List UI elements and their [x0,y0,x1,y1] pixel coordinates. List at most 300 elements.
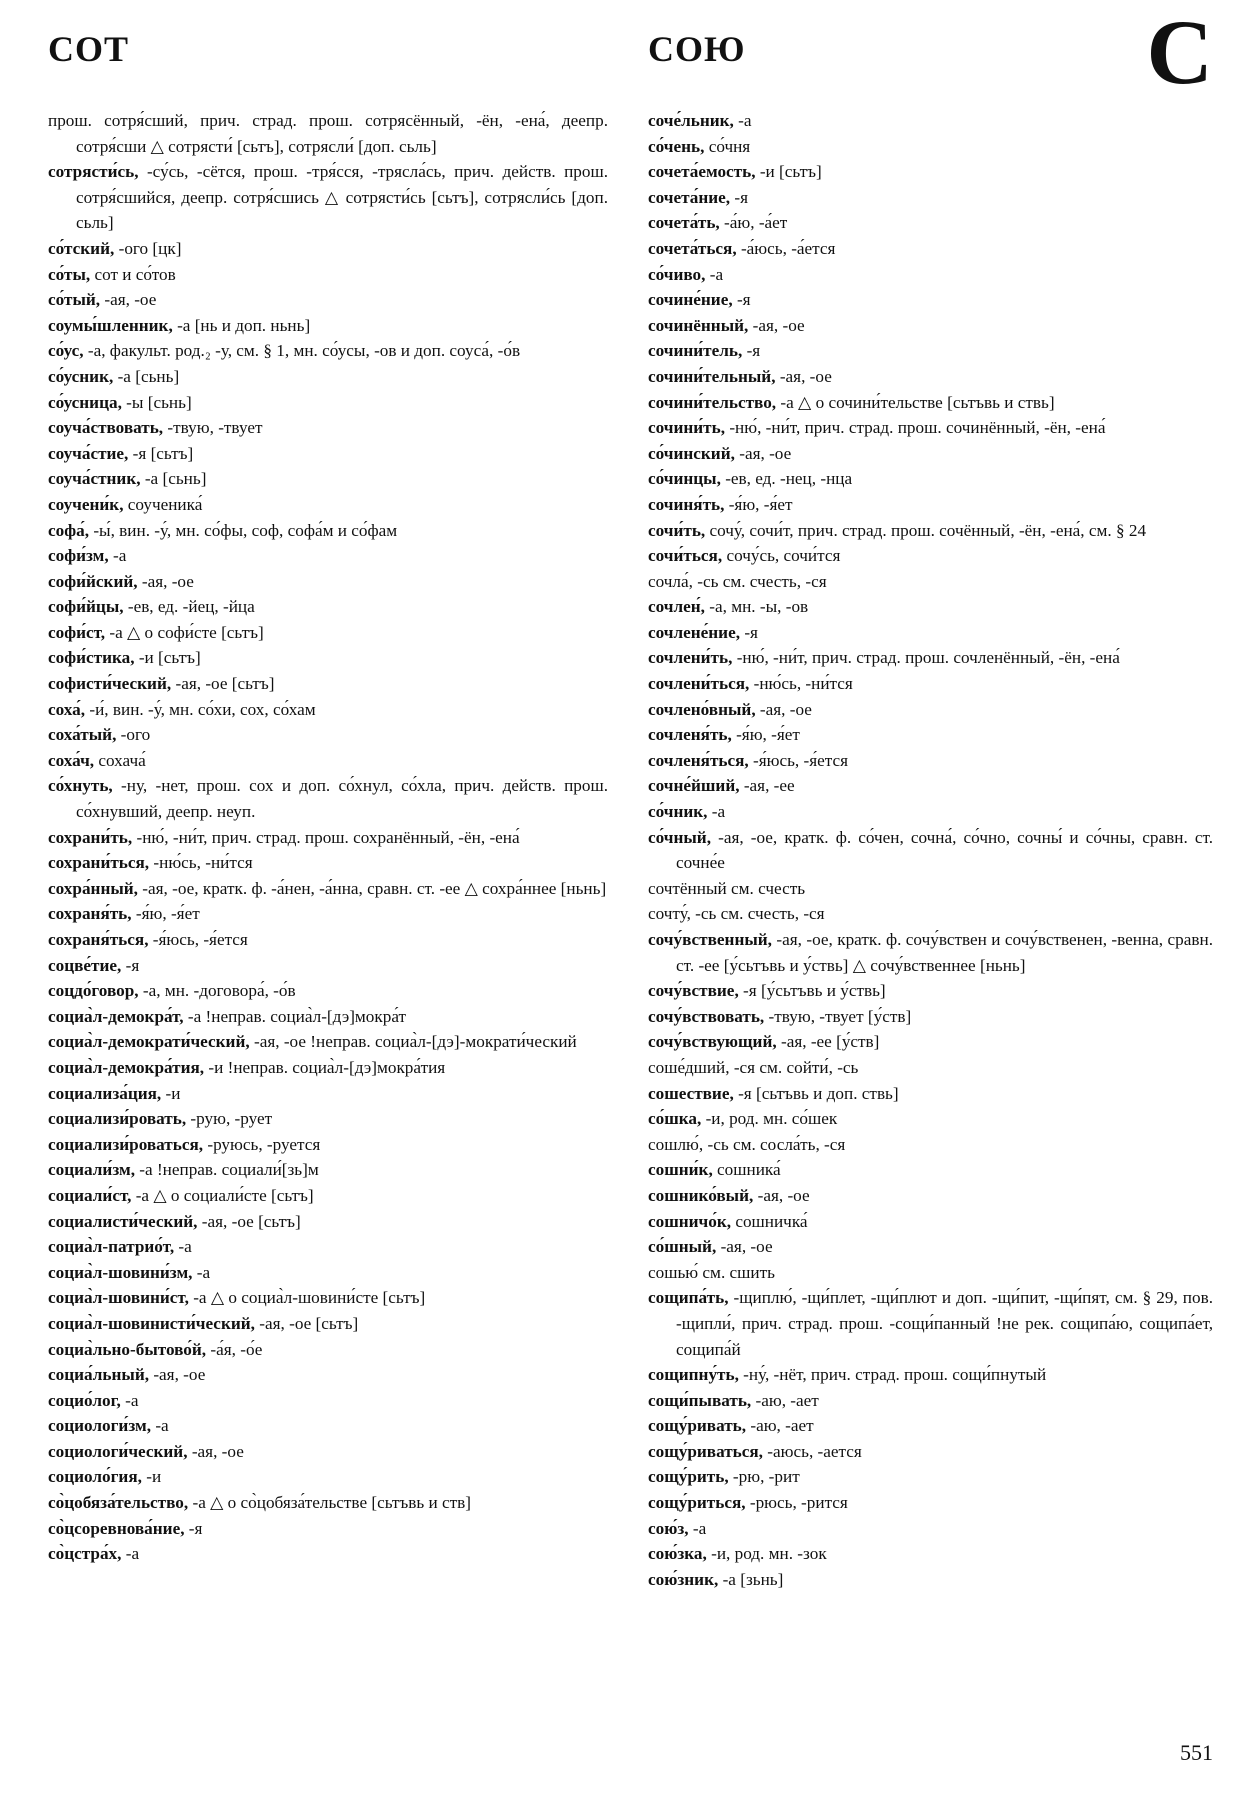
dictionary-entry [648,185,1213,211]
dictionary-entry [648,441,1213,467]
dictionary-entry [48,1209,608,1235]
entry-text: -а △ о социа̀л-шовини́сте [сьтъ] [188,1288,426,1308]
entry-text: -я [сьтъ] [128,443,194,463]
dictionary-entry [48,620,608,646]
dictionary-entry [48,748,608,774]
dictionary-entry [48,1541,608,1567]
entry-text: -твую, -твует [163,418,263,438]
entry-text: -а, мн. -ы, -ов [704,597,809,617]
dictionary-entry [48,1106,608,1132]
dictionary-entry [648,1516,1213,1542]
entry-text: -ню́, -ни́т, прич. страд. прош. сочинённый, -ён, -ена́ [725,418,1106,438]
entry-text: -а !неправ. социа̀л-[дэ]мокра́т [183,1006,407,1026]
dictionary-entry [48,1439,608,1465]
dictionary-entry [648,927,1213,978]
entry-text: -ну́, -нёт, прич. страд. прош. сощи́пнутый [738,1365,1047,1385]
entry-text: -ая, -ое [149,1365,206,1385]
entry-text: -ну, -нет, прош. сох и доп. со́хнул, со́хла, прич. действ. прош. со́хнувший, деепр. неуп. [76,776,608,822]
dictionary-entry [648,108,1213,134]
entry-text: -ая, -ое, кратк. ф. сочу́вствен и сочу́вственен, -венна, сравн. ст. -ее [у́сьтъвь и у́ствь] △ сочу́вственнее [ньнь] [676,930,1213,975]
dictionary-entry [48,1516,608,1542]
dictionary-entry [48,927,608,953]
entry-text: -и [141,1467,162,1487]
entry-text: -ая, -ее [у́ств] [776,1032,880,1052]
headword: социа̀л-патрио́т, [48,1237,175,1257]
headword: социа̀л-шовини́зм, [48,1262,193,1282]
headword: сощу́риться, [648,1493,746,1513]
entry-text: -а [705,264,724,284]
dictionary-entry [648,799,1213,825]
dictionary-entry [48,978,608,1004]
headword: сочета́ние, [648,187,731,207]
dictionary-entry [648,1209,1213,1235]
entry-text: -я [740,622,758,642]
headword: соха́тый, [48,725,117,745]
entry-text: сочла́, -сь см. счесть, -ся [648,571,827,591]
entry-text: сошью́ см. сшить [648,1262,775,1282]
entry-text: -а [сьнь] [113,366,180,386]
dictionary-entry [48,313,608,339]
dictionary-entry [648,1157,1213,1183]
entry-text: -рюсь, -рится [745,1493,848,1513]
entry-text: -ая, -ое, кратк. ф. со́чен, сочна́, со́чно, сочны́ и со́чны, сравн. ст. сочне́е [676,827,1213,873]
headword: социо́лог, [48,1390,121,1410]
headword: сощу́рить, [648,1467,729,1487]
dictionary-entry [648,210,1213,236]
entry-text: -твую, -твует [у́ств] [764,1006,912,1026]
dictionary-entry [48,1055,608,1081]
dictionary-entry [48,773,608,824]
headword: сочи́ться, [648,546,723,566]
headword: соумы́шленник, [48,315,173,335]
headword: со́чиво, [648,264,706,284]
headword: сою́зник, [648,1569,719,1589]
entry-text: -ая, -ое [716,1237,773,1257]
entry-text: -и !неправ. социа̀л-[дэ]мокра́тия [204,1057,446,1077]
entry-text: -я́ю, -я́ет [131,904,200,924]
dictionary-entry [648,1106,1213,1132]
headword: сочинённый, [648,315,749,335]
dictionary-entry [48,1285,608,1311]
headword: софа́, [48,520,90,540]
dictionary-entry [648,159,1213,185]
dictionary-entry [48,671,608,697]
dictionary-entry [48,953,608,979]
entry-text: -ая, -ое [сьтъ] [171,674,275,694]
entry-text: -рю, -рит [728,1467,800,1487]
running-head-right: СОЮ [648,29,746,69]
dictionary-entry [48,1413,608,1439]
dictionary-entry [48,364,608,390]
entry-text: -а [151,1416,169,1436]
dictionary-entry [648,262,1213,288]
right-column [648,108,1213,1592]
entry-text: -я [сьтъвь и доп. ствь] [733,1083,899,1103]
dictionary-entry [648,1055,1213,1081]
headword: социалисти́ческий, [48,1211,198,1231]
entry-text: -ая, -ее [739,776,795,796]
dictionary-entry [48,1260,608,1286]
headword: сощипа́ть, [648,1288,729,1308]
headword: сошнико́вый, [648,1185,754,1205]
entry-text: сочу́сь, сочи́тся [722,546,841,566]
headword: со́шка, [648,1109,702,1129]
headword: сохраня́ться, [48,930,149,949]
entry-text: -ая, -ое [сьтъ] [197,1211,301,1231]
dictionary-entry [48,1183,608,1209]
headword: со́ус, [48,341,84,361]
headword: соуча́ствовать, [48,418,164,438]
entry-text: -ая, -ое [748,315,805,335]
headword: софи́йский, [48,571,138,591]
dictionary-entry [648,338,1213,364]
dictionary-entry [648,569,1213,595]
dictionary-entry [648,415,1213,441]
entry-text: -а [120,1390,139,1410]
headword: со́чный, [648,827,711,847]
dictionary-entry [48,236,608,262]
headword: софи́йцы, [48,597,124,617]
headword: сочлени́ть, [648,648,733,668]
headword: сохрани́ться, [48,853,150,873]
entry-text: -и, род. мн. со́шек [701,1109,838,1129]
dictionary-entry [648,236,1213,262]
entry-text: -а [733,111,752,130]
section-letter: С [1146,1,1213,103]
dictionary-entry [48,1311,608,1337]
entry-text: -и [сьтъ] [134,648,201,668]
headword: сохраня́ть, [48,904,132,924]
headword: сочета́ться, [648,238,737,258]
headword: сочленя́ть, [648,725,732,745]
headword: сочленя́ться, [648,750,749,770]
dictionary-entry [48,1157,608,1183]
entry-text: -а [сьнь] [140,469,207,489]
headword: сочета́ть, [648,213,720,233]
entry-text: -а́я, -о́е [206,1339,263,1359]
dictionary-entry [48,594,608,620]
entry-text: -ню́, -ни́т, прич. страд. прош. сочленённый, -ён, -ена́ [732,648,1120,668]
entry-text: -я [730,187,749,207]
dictionary-entry [48,441,608,467]
entry-text: -ню́, -ни́т, прич. страд. прош. сохранённый, -ён, -ена́ [132,827,520,847]
entry-text: -а △ о софи́сте [сьтъ] [105,622,264,642]
entry-text: сошлю́, -сь см. сосла́ть, -ся [648,1134,846,1154]
headword: социологи́зм, [48,1416,152,1436]
headword: социали́ст, [48,1185,132,1205]
entry-text: -рую, -рует [186,1109,273,1129]
entry-text: -а [174,1237,192,1257]
headword: сочлен́, [648,597,705,617]
left-column [48,108,608,1567]
dictionary-entry [648,1132,1213,1158]
dictionary-entry [648,1439,1213,1465]
dictionary-entry [48,1081,608,1107]
headword: соучени́к, [48,494,124,514]
dictionary-entry [48,159,608,236]
dictionary-entry [48,1132,608,1158]
headword: сощу́риваться, [648,1441,763,1461]
entry-text: соше́дший, -ся см. сойти́, -сь [648,1057,859,1077]
headword: софи́ст, [48,622,106,642]
headword: софисти́ческий, [48,674,172,694]
headword: сочлене́ние, [648,622,741,642]
dictionary-entry [648,1081,1213,1107]
headword: сою́зка, [648,1544,707,1564]
entry-text: -а, мн. -договора́, -о́в [138,981,296,1001]
headword: сочне́йший, [648,776,740,796]
dictionary-entry [48,1490,608,1516]
page-number: 551 [1180,1740,1213,1765]
dictionary-entry [48,850,608,876]
entry-text: -ая, -ое [100,290,157,310]
headword: соха́, [48,699,86,719]
dictionary-entry [648,1490,1213,1516]
entry-text: -аюсь, -ается [762,1441,862,1461]
dictionary-entry [648,313,1213,339]
dictionary-entry [648,645,1213,671]
entry-text: -руюсь, -руется [203,1134,321,1154]
dictionary-entry [648,1362,1213,1388]
dictionary-entry [648,825,1213,876]
dictionary-entry [648,518,1213,544]
headword: соуча́стник, [48,469,141,489]
headword: со́чинцы, [648,469,721,489]
entry-text: -и, род. мн. -зок [706,1544,827,1564]
entry-text: -а △ о со̀цобяза́тельстве [сьтъвь и ств] [188,1493,472,1513]
dictionary-entry [48,1362,608,1388]
entry-text: со́чня [704,136,751,156]
dictionary-entry [648,594,1213,620]
entry-text: -ая, -ое [137,571,194,591]
entry-text: -я́юсь, -я́ется [148,930,248,949]
dictionary-entry [48,697,608,723]
entry-text: -а [зьнь] [718,1569,784,1589]
entry-text: -а [688,1518,707,1538]
headword: соха́ч, [48,750,95,770]
headword: со́чинский, [648,443,735,463]
headword: сочини́ть, [648,418,726,438]
dictionary-entry [48,262,608,288]
entry-text: -аю, -ает [746,1416,814,1436]
dictionary-entry [648,492,1213,518]
headword: социализа́ция, [48,1083,162,1103]
headword: сочиня́ть, [648,494,725,514]
entry-text: -я́ю, -я́ет [724,494,793,514]
headword: социа̀л-шовини́ст, [48,1288,189,1308]
headword: сочета́емость, [648,162,756,182]
headword: социа̀л-демокра́тия, [48,1057,205,1077]
headword: социали́зм, [48,1160,135,1180]
dictionary-entry [48,569,608,595]
headword: социоло́гия, [48,1467,142,1487]
dictionary-entry [48,518,608,544]
entry-text: сошничка́ [731,1211,808,1231]
entry-text: -я [121,955,140,975]
entry-text: соученика́ [123,494,203,514]
headword: со́усник, [48,366,114,386]
entry-text: -щиплю́, -щи́плет, -щи́плют и доп. -щи́пит, -щи́пят, см. § 29, пов. -щипли́, прич. страд. прош. -сощи́панный !не рек. сощипа́ю, сощипа́ет, сощипа́й [676,1288,1213,1359]
dictionary-entry [48,543,608,569]
entry-text: -и [сьтъ] [755,162,822,182]
dictionary-entry [48,108,608,159]
headword: со́ты, [48,264,91,284]
running-head-left: СОТ [48,29,130,69]
dictionary-entry [48,287,608,313]
dictionary-entry [648,364,1213,390]
headword: сочини́тельство, [648,392,777,412]
entry-text: -а △ о социали́сте [сьтъ] [131,1185,314,1205]
entry-text: -ая, -ое [187,1441,244,1461]
entry-text: -а́ю, -а́ет [719,213,788,233]
dictionary-entry [648,901,1213,927]
entry-text: -а [707,802,726,822]
headword: сотрясти́сь, [48,162,139,182]
headword: со́усница, [48,392,122,412]
entry-text: -ню́сь, -ни́тся [149,853,253,873]
dictionary-entry [48,645,608,671]
entry-text: сошника́ [712,1160,781,1180]
headword: социа́льный, [48,1365,150,1385]
dictionary-entry [648,134,1213,160]
headword: сошничо́к, [648,1211,732,1231]
dictionary-entry [648,773,1213,799]
headword: со́чень, [648,136,705,156]
entry-text: -ого [116,725,151,745]
entry-text: -а [нь и доп. ньнь] [172,315,311,335]
dictionary-entry [48,901,608,927]
dictionary-entry [648,978,1213,1004]
headword: соче́льник, [648,111,734,130]
dictionary-entry [48,390,608,416]
entry-text: -а △ о сочини́тельстве [сьтъвь и ствь] [776,392,1055,412]
headword: соуча́стие, [48,443,129,463]
entry-text: -я [732,290,751,310]
dictionary-entry [48,1029,608,1055]
dictionary-entry [48,1234,608,1260]
entry-text: сочу́, сочи́т, прич. страд. прош. сочённый, -ён, -ена́, см. § 24 [705,520,1147,540]
entry-text: прош. сотря́сший, прич. страд. прош. сотрясённый, -ён, -ена́, деепр. сотря́сши △ сотрясти́ [сьтъ], сотрясли́ [доп. сьль] [48,111,608,156]
headword: сочине́ние, [648,290,733,310]
dictionary-entry [648,543,1213,569]
headword: сошествие, [648,1083,734,1103]
dictionary-entry [648,620,1213,646]
entry-text: -а́юсь, -а́ется [736,238,836,258]
entry-text: -и́, вин. -у́, мн. со́хи, сох, со́хам [85,699,316,719]
dictionary-entry [48,825,608,851]
headword: софи́стика, [48,648,135,668]
entry-text: -ого [цк] [114,238,182,258]
entry-text: -а !неправ. социали́[зь]м [135,1160,319,1180]
dictionary-entry [648,1004,1213,1030]
dictionary-entry [648,466,1213,492]
dictionary-entry [648,722,1213,748]
headword: со́чник, [648,802,708,822]
entry-text: -а [108,546,127,566]
entry-text: -и [161,1083,181,1103]
dictionary-entry [648,1413,1213,1439]
headword: социализи́роваться, [48,1134,204,1154]
entry-text: -ая, -ое [сьтъ] [254,1313,359,1333]
headword: сочлено́вный, [648,699,756,719]
entry-text: -су́сь, -сётся, прош. -тря́сся, -трясла́сь, прич. действ. прош. сотря́сшийся, деепр. сотря́сшись △ сотрясти́сь [сьтъ], сотрясли́сь [доп. сьль] [76,162,608,233]
headword: социа̀л-демокра́т, [48,1006,184,1026]
headword: сою́з, [648,1518,689,1538]
headword: сочу́вственный, [648,930,772,949]
headword: со́тый, [48,290,101,310]
dictionary-entry [648,1567,1213,1593]
entry-text: -ню́сь, -ни́тся [749,674,853,694]
headword: социализи́ровать, [48,1109,187,1129]
dictionary-entry [648,1183,1213,1209]
headword: со́тский, [48,238,115,258]
dictionary-entry [48,492,608,518]
headword: сохрани́ть, [48,827,133,847]
entry-text: -ы [сьнь] [121,392,192,412]
dictionary-entry [648,697,1213,723]
headword: сощи́пывать, [648,1390,752,1410]
entry-text: -ев, ед. -нец, -нца [720,469,853,489]
entry-text: -а, факульт. род.₂ -у, см. § 1, мн. со́усы, -ов и доп. соуса́, -о́в [83,341,521,361]
dictionary-entry [648,748,1213,774]
dictionary-entry [648,1285,1213,1362]
entry-text: -ы́, вин. -у́, мн. со́фы, соф, софа́м и со́фам [89,520,398,540]
entry-text: -я́ю, -я́ет [731,725,800,745]
dictionary-entry [648,287,1213,313]
entry-text: -ая, -ое !неправ. социа̀л-[дэ]-мократи́ческий [249,1032,577,1052]
entry-text: -я́юсь, -я́ется [748,750,849,770]
dictionary-entry [48,466,608,492]
headword: социа̀л-демократи́ческий, [48,1032,250,1052]
entry-text: -ая, -ое [755,699,812,719]
headword: софи́зм, [48,546,109,566]
entry-text: -а [192,1262,211,1282]
entry-text: сохача́ [94,750,146,770]
dictionary-entry [648,1464,1213,1490]
dictionary-entry [48,722,608,748]
headword: соцдо́говор, [48,981,139,1001]
dictionary-entry [48,338,608,364]
headword: сочини́тель, [648,341,743,361]
headword: соцве́тие, [48,955,122,975]
headword: со́шный, [648,1237,717,1257]
entry-text: сочту́, -сь см. счесть, -ся [648,904,825,924]
dictionary-entry [648,671,1213,697]
entry-text: -я [184,1518,203,1538]
dictionary-entry [648,1029,1213,1055]
headword: сочу́вствующий, [648,1032,777,1052]
entry-text: сочтённый см. счесть [648,878,806,898]
dictionary-entry [648,1260,1213,1286]
entry-text: -ая, -ое, кратк. ф. -а́нен, -а́нна, сравн. ст. -ее △ сохра́ннее [ньнь] [137,878,607,898]
dictionary-entry [648,1234,1213,1260]
entry-text: -я [у́сьтъвь и у́ствь] [738,981,886,1001]
dictionary-entry [648,1388,1213,1414]
dictionary-entry [648,876,1213,902]
headword: сочу́вствие, [648,981,739,1001]
entry-text: -ая, -ое [753,1185,810,1205]
entry-text: сот и со́тов [90,264,176,284]
dictionary-entry [48,1388,608,1414]
dictionary-entry [48,876,608,902]
dictionary-entry [48,1337,608,1363]
headword: сощу́ривать, [648,1416,747,1436]
dictionary-entry [648,1541,1213,1567]
headword: сочи́ть, [648,520,706,540]
headword: сощипну́ть, [648,1365,739,1385]
headword: со̀цсоревнова́ние, [48,1518,185,1538]
entry-text: -ая, -ое [734,443,792,463]
